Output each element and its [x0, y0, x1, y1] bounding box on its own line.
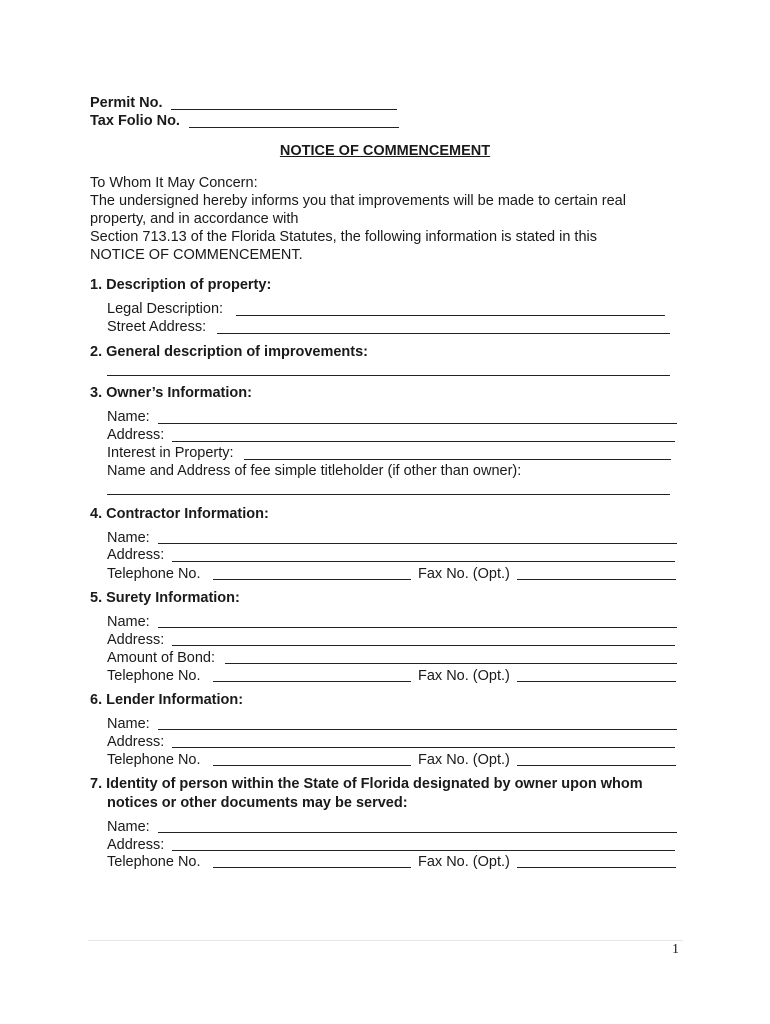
- agent-name-label: Name:: [107, 819, 150, 835]
- lender-address-label: Address:: [107, 734, 165, 750]
- titleholder-label: Name and Address of fee simple titleholder (if other than owner):: [107, 463, 522, 479]
- contractor-fax-field[interactable]: [517, 579, 676, 580]
- surety-name-field[interactable]: [158, 627, 677, 628]
- legal-description-field[interactable]: [236, 315, 665, 316]
- contractor-address-field[interactable]: [172, 561, 675, 562]
- section-7-heading: 7. Identity of person within the State of Florida designated by owner upon whom: [90, 776, 643, 792]
- tax-folio-field[interactable]: [189, 127, 399, 128]
- surety-fax-label: Fax No. (Opt.): [418, 668, 510, 684]
- section-5-heading: 5. Surety Information:: [90, 590, 240, 606]
- contractor-telephone-field[interactable]: [213, 579, 411, 580]
- intro-line-4: Section 713.13 of the Florida Statutes, the following information is stated in this: [90, 229, 597, 245]
- bond-amount-label: Amount of Bond:: [107, 650, 216, 666]
- permit-no-field[interactable]: [171, 109, 397, 110]
- titleholder-field[interactable]: [107, 494, 670, 495]
- owner-name-field[interactable]: [158, 423, 677, 424]
- owner-address-field[interactable]: [172, 441, 675, 442]
- lender-address-field[interactable]: [172, 747, 675, 748]
- tax-folio-label: Tax Folio No.: [90, 113, 180, 129]
- section-4-heading: 4. Contractor Information:: [90, 506, 269, 522]
- section-1-heading: 1. Description of property:: [90, 277, 272, 293]
- agent-address-field[interactable]: [172, 850, 675, 851]
- surety-telephone-label: Telephone No.: [107, 668, 201, 684]
- agent-fax-label: Fax No. (Opt.): [418, 854, 510, 870]
- agent-telephone-label: Telephone No.: [107, 854, 201, 870]
- surety-fax-field[interactable]: [517, 681, 676, 682]
- permit-no-label: Permit No.: [90, 95, 163, 111]
- lender-fax-field[interactable]: [517, 765, 676, 766]
- lender-name-field[interactable]: [158, 729, 677, 730]
- bond-amount-field[interactable]: [225, 663, 677, 664]
- lender-fax-label: Fax No. (Opt.): [418, 752, 510, 768]
- lender-telephone-field[interactable]: [213, 765, 411, 766]
- lender-telephone-label: Telephone No.: [107, 752, 201, 768]
- section-3-heading: 3. Owner’s Information:: [90, 385, 252, 401]
- contractor-fax-label: Fax No. (Opt.): [418, 566, 510, 582]
- agent-fax-field[interactable]: [517, 867, 676, 868]
- lender-name-label: Name:: [107, 716, 150, 732]
- interest-label: Interest in Property:: [107, 445, 234, 461]
- owner-name-label: Name:: [107, 409, 150, 425]
- agent-address-label: Address:: [107, 837, 165, 853]
- section-7-heading-cont: notices or other documents may be served:: [107, 795, 408, 811]
- agent-telephone-field[interactable]: [213, 867, 411, 868]
- intro-line-1: To Whom It May Concern:: [90, 175, 258, 191]
- intro-line-2: The undersigned hereby informs you that improvements will be made to certain real: [90, 193, 626, 209]
- intro-line-3: property, and in accordance with: [90, 211, 299, 227]
- section-6-heading: 6. Lender Information:: [90, 692, 244, 708]
- section-2-heading: 2. General description of improvements:: [90, 344, 368, 360]
- intro-line-5: NOTICE OF COMMENCEMENT.: [90, 247, 303, 263]
- owner-address-label: Address:: [107, 427, 165, 443]
- page-number: 1: [672, 942, 679, 957]
- surety-address-field[interactable]: [172, 645, 675, 646]
- improvements-field[interactable]: [107, 375, 670, 376]
- document-title: NOTICE OF COMMENCEMENT: [279, 143, 491, 159]
- surety-address-label: Address:: [107, 632, 165, 648]
- street-address-field[interactable]: [217, 333, 670, 334]
- interest-field[interactable]: [244, 459, 671, 460]
- contractor-telephone-label: Telephone No.: [107, 566, 201, 582]
- surety-name-label: Name:: [107, 614, 150, 630]
- legal-description-label: Legal Description:: [107, 301, 224, 317]
- agent-name-field[interactable]: [158, 832, 677, 833]
- street-address-label: Street Address:: [107, 319, 207, 335]
- contractor-address-label: Address:: [107, 547, 165, 563]
- contractor-name-field[interactable]: [158, 543, 677, 544]
- contractor-name-label: Name:: [107, 530, 150, 546]
- footer-divider: [88, 940, 683, 941]
- surety-telephone-field[interactable]: [213, 681, 411, 682]
